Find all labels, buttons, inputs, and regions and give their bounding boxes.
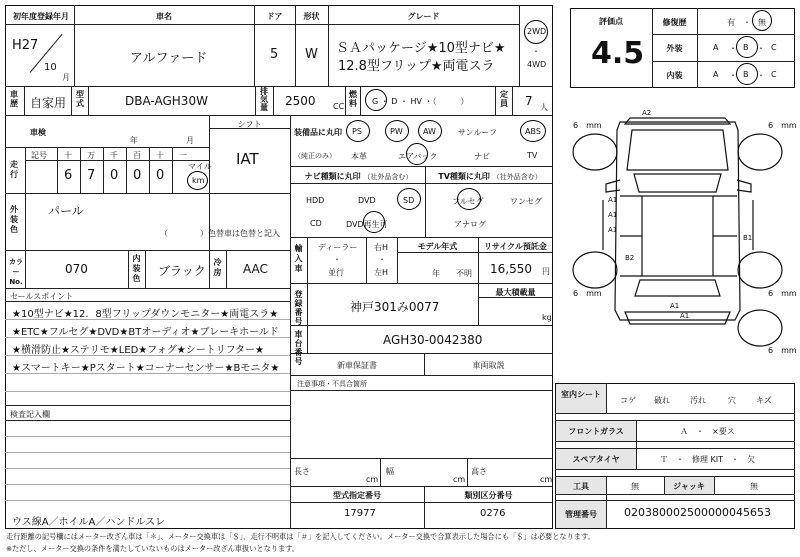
- exterior-dot-1: ・: [729, 44, 737, 53]
- displacement-label: 排気量: [260, 87, 268, 112]
- spare-label: スペアタイヤ: [572, 455, 620, 464]
- vehicle-class: 自家用: [30, 96, 67, 110]
- seat-tear: 破れ: [654, 396, 670, 405]
- sales-point-line-2: ★ETC★フルセグ★DVD★BTオーディオ★ブレーキホールド: [12, 327, 279, 338]
- mark-a2: A2: [642, 109, 652, 117]
- mark-a1-rear2: A1: [680, 312, 690, 320]
- nav-dvd-play: DVD再生可: [346, 220, 388, 229]
- rear-window: [635, 280, 720, 296]
- manual-label: 車両取説: [472, 361, 505, 370]
- sales-point-line-4: ★スマートキー★Pスタート★コーナーセンサー★Bモニタ★: [12, 363, 280, 374]
- model: DBA-AGH30W: [125, 94, 208, 108]
- equipment-label: 装備品に丸印: [294, 128, 342, 137]
- spare-value: Ｔ ・ 修理 KIT ・ 欠: [660, 455, 756, 464]
- digit-header-1: 十: [64, 151, 72, 160]
- color-no-label: カラーNo.: [9, 258, 23, 286]
- max-load-unit: kg: [542, 313, 552, 322]
- equip-pw: PW: [390, 127, 403, 136]
- drive-4wd: 4WD: [527, 60, 547, 69]
- digit-header-3: 千: [110, 151, 118, 160]
- model-year-unit: 年: [432, 269, 440, 278]
- class-no: 0276: [480, 508, 506, 519]
- digit-3: 0: [110, 168, 119, 183]
- fuel-label: 燃料: [349, 90, 357, 108]
- capacity-label: 定員: [500, 90, 508, 108]
- nav-cd: CD: [310, 219, 322, 228]
- equip-navi: ナビ: [474, 152, 490, 161]
- seat-stain: 汚れ: [690, 396, 706, 405]
- digit-header-2: 万: [87, 151, 95, 160]
- registration-label: 登録番号: [294, 290, 303, 326]
- digit-header-6: 一: [179, 151, 187, 160]
- model-year-unknown: 不明: [456, 269, 472, 278]
- equip-leather: 本革: [351, 152, 367, 161]
- import-dealer: ディーラー: [318, 243, 358, 252]
- import-left: 左H: [374, 268, 389, 277]
- nav-sd: SD: [403, 196, 415, 205]
- interior-color: ブラック: [158, 264, 206, 278]
- recycle-label: リサイクル預託金: [484, 242, 547, 251]
- mark-a1-front: A1: [608, 196, 618, 204]
- sales-point-line-1: ★10型ナビ★12．8型フリップダウンモニター★両電スラ★: [12, 309, 279, 320]
- equip-tv: TV: [527, 151, 538, 160]
- inspector-label: 検査記入欄: [10, 410, 50, 419]
- mark-b1: B1: [743, 234, 753, 242]
- digit-1: 6: [64, 168, 73, 183]
- import-parallel: 並行: [328, 268, 344, 277]
- tool-label: 工具: [573, 482, 589, 491]
- digit-5: 0: [156, 168, 165, 183]
- jack-value: 無: [750, 482, 758, 491]
- chassis-number: AGH30-0042380: [383, 333, 483, 347]
- interior-color-label: 内装色: [132, 254, 141, 283]
- score-value: 4.5: [591, 36, 645, 71]
- repair-yes: 有: [727, 18, 735, 27]
- sales-point-line-3: ★横滑防止★ステリモ★LED★フォグ★シートリフター★: [12, 345, 264, 356]
- length-unit: cm: [366, 475, 379, 484]
- warranty-label: 新車保証書: [337, 361, 377, 370]
- shift-label: シフト: [237, 120, 262, 129]
- tire-depth-rr: 6 mm: [768, 289, 797, 298]
- width-label: 幅: [386, 467, 394, 476]
- tire-depth-fl: 6 mm: [573, 121, 602, 130]
- interior-c: C: [771, 70, 777, 79]
- hood: [627, 130, 728, 170]
- tire-front-left: [573, 134, 617, 170]
- color-note: （ ）色替車は色替と記入: [160, 229, 280, 238]
- interior-dot-1: ・: [729, 71, 737, 80]
- equip-sunroof: サンルーフ: [458, 128, 497, 137]
- seat-scratch: キズ: [756, 396, 772, 405]
- car-damage-diagram: [560, 100, 800, 370]
- grade-label: グレード: [407, 12, 440, 21]
- tire-depth-spare: 6 mm: [768, 346, 797, 355]
- color-no: 070: [65, 262, 88, 276]
- cooler-label: 冷房: [213, 258, 222, 277]
- repair-dot: ・: [743, 18, 751, 27]
- height-unit: cm: [540, 475, 553, 484]
- grade-line1: ＳＡパッケージ★10型ナビ★: [336, 41, 506, 56]
- chassis-label: 車台番号: [294, 330, 303, 366]
- door-label: ドア: [266, 12, 283, 21]
- type-no-label: 型式指定番号: [333, 491, 381, 500]
- mark-a1-side2: A1: [608, 226, 618, 234]
- nav-dvd: DVD: [358, 196, 376, 205]
- mile-label: マイル: [188, 162, 212, 171]
- import-label: 輸入車: [294, 244, 303, 273]
- reg-month: 10: [44, 62, 57, 73]
- drive-dot: ・: [532, 47, 540, 56]
- exterior-b: B: [743, 43, 749, 52]
- nav-hdd: HDD: [306, 196, 325, 205]
- height-label: 高さ: [471, 467, 487, 476]
- sales-points-label: セールスポイント: [10, 292, 74, 301]
- interior-label: 内装: [666, 71, 683, 80]
- tv-fullseg-circle: [457, 188, 481, 210]
- digit-2: 7: [87, 168, 96, 183]
- exterior-dot-2: ・: [757, 44, 765, 53]
- shape: W: [305, 47, 318, 62]
- mark-b2: B2: [625, 254, 635, 262]
- exterior-a: A: [713, 43, 719, 52]
- shaken-month-unit: 月: [186, 136, 194, 145]
- exterior-c: C: [771, 43, 777, 52]
- recycle-value: 16,550: [490, 262, 532, 276]
- caution-label: 注意事項・不具合箇所: [297, 380, 367, 388]
- tire-rear-left: [573, 252, 617, 288]
- tire-depth-fr: 6 mm: [768, 121, 797, 130]
- displacement: 2500: [285, 94, 316, 108]
- era-year: H27: [12, 38, 39, 53]
- equip-ps: PS: [352, 127, 362, 136]
- recycle-yen: 円: [542, 267, 550, 276]
- model-year-label: モデル年式: [417, 242, 458, 251]
- car-body-outline: [615, 122, 740, 320]
- tv-fullseg: フルセグ: [452, 197, 484, 206]
- footer-line-1: 走行距離の記号欄にはメーター改ざん車は「＊」、メーター交換車は「＄」、走行不明車は「＃」を記入してください。メーター交換で合算表示した場合にも「＄」は必要となります。: [6, 532, 595, 541]
- rear-bumper: [625, 312, 730, 324]
- class-no-label: 類別区分番号: [464, 491, 513, 500]
- car-name-label: 車名: [156, 12, 172, 21]
- model-label: 型式: [76, 90, 84, 108]
- color-value: パール: [48, 204, 84, 218]
- equip-aw: AW: [423, 127, 436, 136]
- shift-value: IAT: [236, 150, 259, 168]
- length-label: 長さ: [294, 467, 310, 476]
- import-dot-1: ・: [333, 255, 341, 264]
- cc-unit: CC: [333, 102, 345, 111]
- shape-label: 形状: [303, 12, 320, 21]
- nav-type-label: ナビ種類に丸印 （社外品含む）: [304, 172, 413, 181]
- import-right: 右H: [374, 243, 389, 252]
- tire-spare: [738, 310, 782, 346]
- glass-label: フロントガラス: [568, 427, 624, 436]
- first-reg-label: 初年度登録年月: [13, 12, 69, 21]
- drive-2wd: 2WD: [527, 27, 547, 36]
- color-label: 外装色: [10, 205, 18, 234]
- capacity: 7: [525, 94, 533, 108]
- shaken-label: 車検: [30, 128, 46, 137]
- interior-a: A: [713, 70, 719, 79]
- mgmt-number: 020380002500000045653: [624, 506, 771, 519]
- exterior-label: 外装: [666, 44, 683, 53]
- interior-dot-2: ・: [757, 71, 765, 80]
- registration-number: 神戸301み0077: [350, 300, 440, 314]
- roof: [642, 196, 713, 276]
- vehicle-class-label: 車歴: [10, 90, 18, 108]
- seat-hole: 穴: [728, 396, 736, 405]
- mgmt-label: 管理番号: [565, 510, 597, 519]
- tool-value: 無: [631, 482, 639, 491]
- tire-depth-rl: 6 mm: [573, 289, 602, 298]
- equip-abs: ABS: [525, 127, 541, 136]
- mark-a1-rear: A1: [670, 302, 680, 310]
- equip-airbag: エアバック: [398, 152, 438, 161]
- capacity-unit: 人: [540, 103, 548, 112]
- digit-4: 0: [133, 168, 142, 183]
- mark-a1-side: A1: [608, 211, 618, 219]
- glass-value: Ａ ・ ×要ス: [680, 427, 735, 436]
- type-no: 17977: [344, 508, 376, 519]
- tv-analog: アナログ: [454, 220, 486, 229]
- digit-header-4: 百: [133, 151, 141, 160]
- km-label: km: [192, 176, 205, 185]
- seat-label: 室内シート: [561, 390, 601, 399]
- interior-b: B: [743, 70, 749, 79]
- width-unit: cm: [453, 475, 466, 484]
- digit-header-5: 十: [156, 151, 164, 160]
- fuel-options: G ・ D ・ HV ・（ ）: [372, 97, 469, 106]
- nav-dvd-play-circle: [363, 211, 385, 233]
- seat-burn: コゲ: [620, 396, 636, 405]
- tv-oneseg: ワンセグ: [510, 197, 542, 206]
- equip-airbag-circle: [406, 143, 428, 165]
- car-name: アルファード: [130, 51, 208, 66]
- tv-type-label: TV種類に丸印 （社外品含む）: [438, 172, 542, 181]
- cooler: AAC: [243, 262, 268, 276]
- front-bumper: [625, 118, 730, 124]
- tire-front-right: [738, 134, 782, 170]
- mileage-label: 走行: [10, 160, 18, 179]
- max-load-label: 最大積載量: [495, 288, 536, 297]
- import-dot-2: ・: [378, 255, 386, 264]
- equipment-sub-label: （純正のみ）: [294, 152, 336, 160]
- mirror-left: [606, 180, 620, 192]
- grade-line2: 12.8型フリップ★両電スラ: [338, 59, 495, 74]
- repair-label: 修復歴: [662, 18, 687, 27]
- bottom-note: ウス線A／ホイルA／ハンドルスレ: [12, 517, 166, 528]
- score-label: 評価点: [599, 17, 623, 26]
- month-unit: 月: [62, 73, 70, 82]
- tire-rear-right: [738, 252, 782, 288]
- jack-label: ジャッキ: [673, 482, 705, 491]
- repair-none: 無: [758, 18, 766, 27]
- doors: 5: [270, 47, 279, 62]
- digit-header-0: 記号: [31, 151, 47, 160]
- footer-line-2: ※ただし、メーター交換の条件を満たしていないものはメーター改ざん車扱いとなります。: [6, 544, 299, 553]
- shaken-year-unit: 年: [130, 136, 138, 145]
- windshield: [634, 174, 721, 192]
